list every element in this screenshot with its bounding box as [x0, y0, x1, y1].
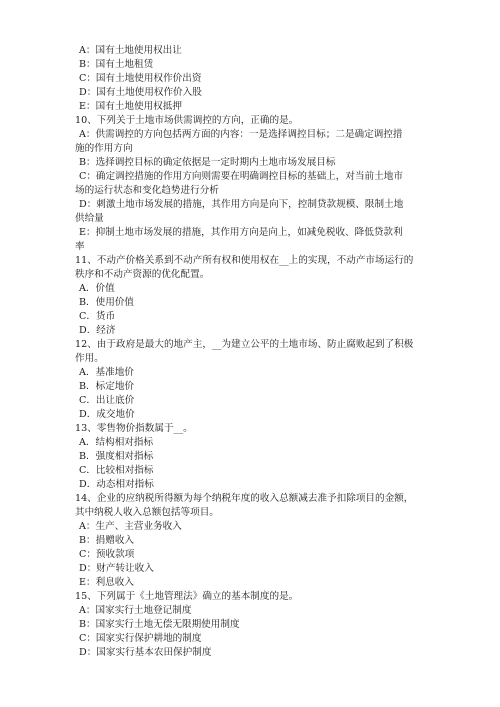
answer-option-line: C．比较相对指标: [79, 465, 154, 476]
answer-option-line: B：捐赠收入: [79, 535, 135, 546]
answer-option-line: C：国家实行保护耕地的制度: [79, 633, 202, 644]
question-text-line: 11、不动产价格关系到不动产所有权和使用权在__上的实现，不动产市场运行的: [75, 255, 414, 266]
question-text-line: 15、下列属于《土地管理法》确立的基本制度的是。: [75, 591, 299, 602]
answer-option-line: B：选择调控目标的确定依据是一定时期内土地市场发展目标: [79, 157, 336, 168]
answer-option-line: B：国家实行土地无偿无限期使用制度: [79, 619, 240, 630]
question-text-line: 14、企业的应纳税所得额为每个纳税年度的收入总额减去准予扣除项目的金额，: [75, 493, 414, 504]
answer-option-line: D：国家实行基本农田保护制度: [79, 647, 212, 658]
answer-option-line: C．出让底价: [79, 395, 135, 406]
answer-option-line: B．标定地价: [79, 381, 135, 392]
answer-option-line: A：国家实行土地登记制度: [79, 605, 192, 616]
answer-option-line: D．经济: [79, 325, 116, 336]
question-text-line: 场的运行状态和变化趋势进行分析: [75, 185, 219, 196]
question-text-line: 供给量: [75, 213, 104, 224]
answer-option-line: D．成交地价: [79, 409, 135, 420]
question-text-line: 率: [75, 241, 85, 252]
question-text-line: 10、下列关于土地市场供需调控的方向，正确的是。: [75, 115, 299, 126]
answer-option-line: A：国有土地使用权出让: [79, 45, 182, 56]
question-text-line: 13、零售物价指数属于__。: [75, 423, 193, 434]
answer-option-line: A：供需调控的方向包括两方面的内容：一是选择调控目标；二是确定调控措: [79, 129, 403, 140]
answer-option-line: C：预收款项: [79, 549, 135, 560]
answer-option-line: C：确定调控措施的作用方向则需要在明确调控目标的基础上，对当前土地市: [79, 171, 403, 182]
answer-option-line: C：国有土地使用权作价出资: [79, 73, 202, 84]
question-text-line: 12、由于政府是最大的地产主，__为建立公平的土地市场、防止腐败起到了积极: [75, 339, 414, 350]
answer-option-line: A．价值: [79, 283, 115, 294]
answer-option-line: C．货币: [79, 311, 116, 322]
answer-option-line: A．结构相对指标: [79, 437, 154, 448]
answer-option-line: A：生产、主营业务收入: [79, 521, 182, 532]
answer-option-line: B：国有土地租赁: [79, 59, 154, 70]
answer-option-line: E：抑制土地市场发展的措施，其作用方向是向上，如减免税收、降低贷款利: [79, 227, 403, 238]
answer-option-line: A．基准地价: [79, 367, 134, 378]
document-body: [75, 44, 443, 660]
answer-option-line: D：刺激土地市场发展的措施，其作用方向是向下，控制贷款规模、限制土地: [79, 199, 404, 210]
question-text-line: 其中纳税人收入总额包括等项目。: [75, 507, 219, 518]
question-text-line: 施的作用方向: [75, 143, 133, 154]
answer-option-line: B．强度相对指标: [79, 451, 154, 462]
answer-option-line: E：利息收入: [79, 577, 134, 588]
answer-option-line: D：财产转让收入: [79, 563, 154, 574]
answer-option-line: E：国有土地使用权抵押: [79, 101, 182, 112]
answer-option-line: B．使用价值: [79, 297, 135, 308]
question-text-line: 作用。: [75, 353, 104, 364]
answer-option-line: D．动态相对指标: [79, 479, 154, 490]
answer-option-line: D：国有土地使用权作价入股: [79, 87, 202, 98]
question-text-line: 秩序和不动产资源的优化配置。: [75, 269, 210, 280]
